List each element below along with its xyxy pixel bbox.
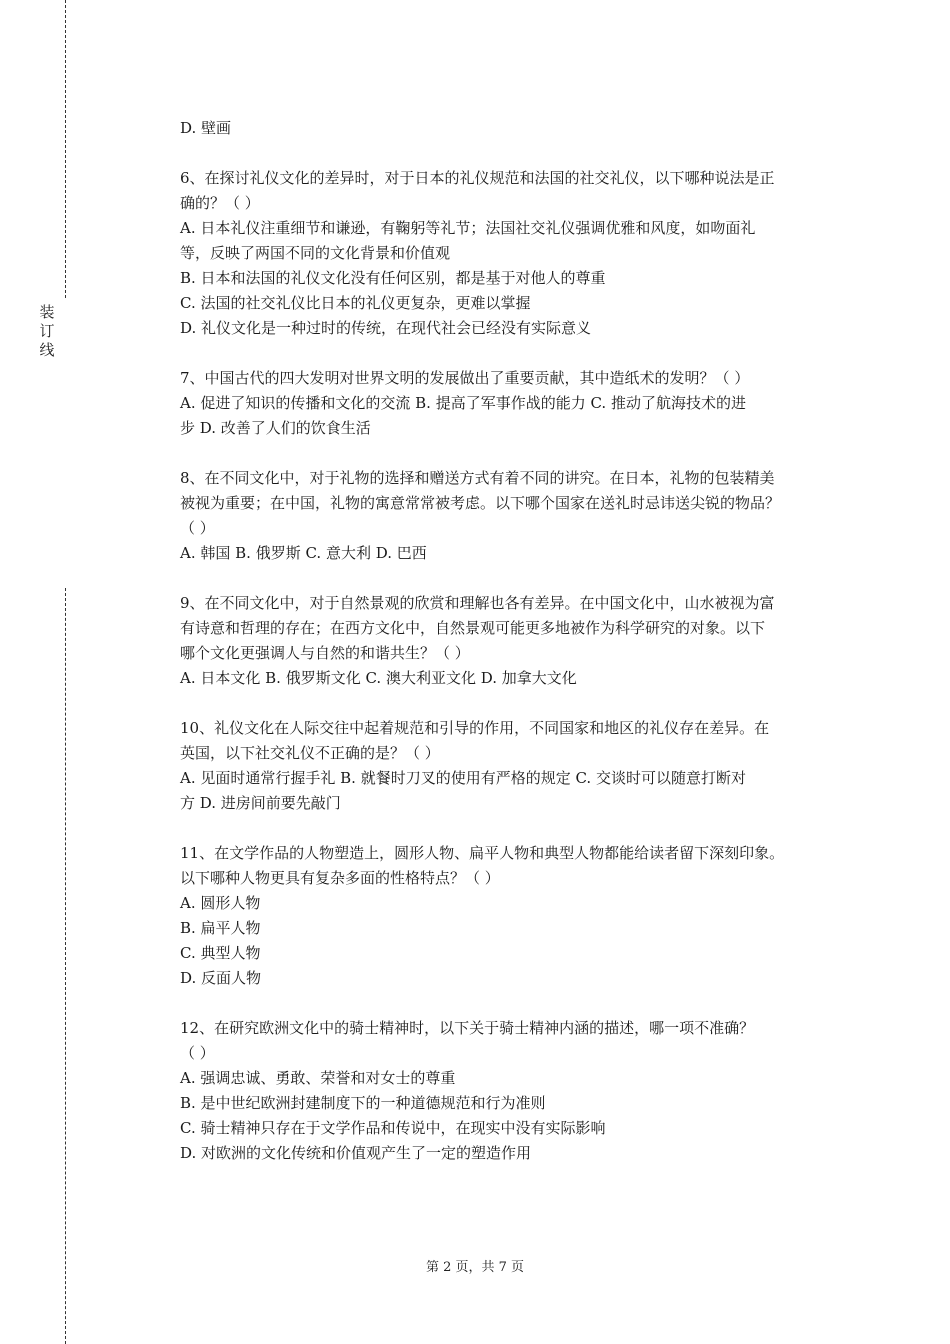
option-line: D. 反面人物 bbox=[180, 969, 262, 987]
option-line: C. 典型人物 bbox=[180, 944, 261, 962]
option-line: A. 日本礼仪注重细节和谦逊，有鞠躬等礼节；法国社交礼仪强调优雅和风度，如吻面礼 bbox=[180, 219, 756, 237]
option-line: C. 骑士精神只存在于文学作品和传说中，在现实中没有实际影响 bbox=[180, 1119, 606, 1137]
question-stem-line: 被视为重要；在中国，礼物的寓意常常被考虑。以下哪个国家在送礼时忌讳送尖锐的物品？ bbox=[180, 494, 781, 512]
option-line: A. 韩国 B. 俄罗斯 C. 意大利 D. 巴西 bbox=[180, 544, 427, 562]
binding-dashed-line-top bbox=[65, 0, 66, 298]
option-line: D. 礼仪文化是一种过时的传统，在现代社会已经没有实际意义 bbox=[180, 319, 592, 337]
option-line: B. 日本和法国的礼仪文化没有任何区别，都是基于对他人的尊重 bbox=[180, 269, 606, 287]
option-line: B. 扁平人物 bbox=[180, 919, 261, 937]
previous-question-tail bbox=[180, 116, 845, 141]
option-line: A. 见面时通常行握手礼 B. 就餐时刀叉的使用有严格的规定 C. 交谈时可以随意打断对 bbox=[180, 769, 746, 787]
question-7 bbox=[180, 366, 845, 441]
option-line: D. 壁画 bbox=[180, 119, 232, 137]
page-number: 第 2 页，共 7 页 bbox=[425, 1260, 525, 1275]
binding-line-label bbox=[38, 303, 56, 360]
question-9 bbox=[180, 591, 845, 691]
question-stem-line: 有诗意和哲理的存在；在西方文化中，自然景观可能更多地被作为科学研究的对象。以下 bbox=[180, 619, 766, 637]
question-content bbox=[180, 116, 845, 1191]
question-stem-line: 9、在不同文化中，对于自然景观的欣赏和理解也各有差异。在中国文化中，山水被视为富 bbox=[180, 594, 775, 612]
option-line: 步 D. 改善了人们的饮食生活 bbox=[180, 419, 371, 437]
binding-dashed-line-bottom bbox=[65, 588, 66, 1344]
question-list bbox=[180, 166, 845, 1166]
question-stem-line: 12、在研究欧洲文化中的骑士精神时，以下关于骑士精神内涵的描述，哪一项不准确？ bbox=[180, 1019, 755, 1037]
binding-char: 线 bbox=[39, 341, 55, 359]
question-6 bbox=[180, 166, 845, 341]
question-stem-line: 哪个文化更强调人与自然的和谐共生？（ ） bbox=[180, 644, 470, 662]
question-11 bbox=[180, 841, 845, 991]
question-stem-line: 10、礼仪文化在人际交往中起着规范和引导的作用，不同国家和地区的礼仪存在差异。在 bbox=[180, 719, 770, 737]
question-stem-line: （ ） bbox=[180, 1044, 215, 1062]
binding-char: 订 bbox=[39, 322, 55, 340]
question-stem-line: 6、在探讨礼仪文化的差异时，对于日本的礼仪规范和法国的社交礼仪，以下哪种说法是正 bbox=[180, 169, 775, 187]
option-line: C. 法国的社交礼仪比日本的礼仪更复杂，更难以掌握 bbox=[180, 294, 531, 312]
option-line: D. 对欧洲的文化传统和价值观产生了一定的塑造作用 bbox=[180, 1144, 532, 1162]
question-stem-line: 以下哪种人物更具有复杂多面的性格特点？（ ） bbox=[180, 869, 500, 887]
option-line: A. 日本文化 B. 俄罗斯文化 C. 澳大利亚文化 D. 加拿大文化 bbox=[180, 669, 577, 687]
question-stem-line: （ ） bbox=[180, 519, 215, 537]
question-stem-line: 8、在不同文化中，对于礼物的选择和赠送方式有着不同的讲究。在日本，礼物的包装精美 bbox=[180, 469, 775, 487]
question-stem-line: 确的？（ ） bbox=[180, 194, 260, 212]
question-12 bbox=[180, 1016, 845, 1166]
question-stem-line: 11、在文学作品的人物塑造上，圆形人物、扁平人物和典型人物都能给读者留下深刻印象。 bbox=[180, 844, 785, 862]
option-line: A. 促进了知识的传播和文化的交流 B. 提高了军事作战的能力 C. 推动了航海技术的进 bbox=[180, 394, 746, 412]
question-stem-line: 7、中国古代的四大发明对世界文明的发展做出了重要贡献，其中造纸术的发明？（ ） bbox=[180, 369, 750, 387]
option-line: B. 是中世纪欧洲封建制度下的一种道德规范和行为准则 bbox=[180, 1094, 546, 1112]
option-line: 等，反映了两国不同的文化背景和价值观 bbox=[180, 244, 451, 262]
question-10 bbox=[180, 716, 845, 816]
option-line: 方 D. 进房间前要先敲门 bbox=[180, 794, 341, 812]
question-stem-line: 英国，以下社交礼仪不正确的是？（ ） bbox=[180, 744, 440, 762]
option-line: A. 圆形人物 bbox=[180, 894, 261, 912]
binding-char: 装 bbox=[39, 303, 55, 321]
question-8 bbox=[180, 466, 845, 566]
option-line: A. 强调忠诚、勇敢、荣誉和对女士的尊重 bbox=[180, 1069, 456, 1087]
